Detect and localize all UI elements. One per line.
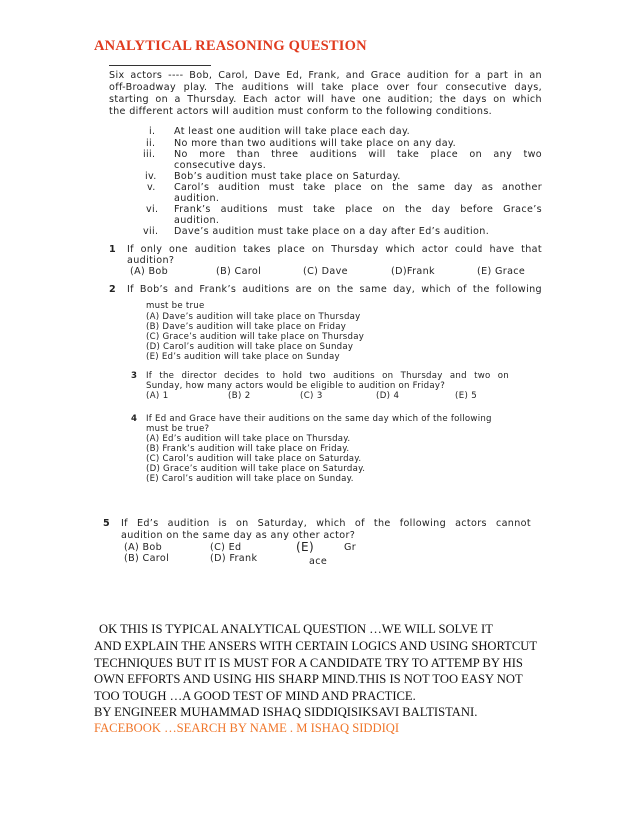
intro-line: off-Broadway play. The auditions will take place over four consecutive days, [109, 82, 542, 93]
answer-option: (B) Frank’s audition will take place on Friday. [146, 444, 350, 454]
condition-number: vi. [146, 204, 159, 215]
condition-text: Bob’s audition must take place on Saturday. [174, 171, 401, 182]
answer-option-fragment: ace [309, 556, 328, 567]
condition-text: No more than three auditions will take place on any two [174, 149, 542, 160]
answer-option: (E) [296, 540, 314, 554]
condition-number: vii. [143, 226, 159, 237]
footer-line: OK THIS IS TYPICAL ANALYTICAL QUESTION …WE WILL SOLVE IT [99, 622, 493, 636]
question-text: must be true? [146, 424, 210, 434]
answer-option: (D) Carol’s audition will take place on Sunday [146, 342, 354, 352]
intro-line: Six actors ---- Bob, Carol, Dave Ed, Frank, and Grace audition for a part in an [109, 70, 542, 81]
condition-text: audition. [174, 193, 220, 204]
question-number: 2 [109, 284, 117, 295]
answer-option: (E) Ed’s audition will take place on Sunday [146, 352, 340, 362]
condition-number: i. [149, 126, 156, 137]
answer-option: (D) Frank [210, 553, 258, 564]
footer-line: TECHNIQUES BUT IT IS MUST FOR A CANDIDATE TRY TO ATTEMP BY HIS [94, 656, 523, 670]
condition-text: Frank’s auditions must take place on the day before Grace’s [174, 204, 542, 215]
condition-text: consecutive days. [174, 160, 267, 171]
condition-text: Dave’s audition must take place on a day after Ed’s audition. [174, 226, 490, 237]
footer-line: TOO TOUGH …A GOOD TEST OF MIND AND PRACTICE. [94, 689, 416, 703]
answer-option: (D) Grace’s audition will take place on Saturday. [146, 464, 366, 474]
answer-option: (B) Carol [216, 266, 262, 277]
intro-line: starting on a Thursday. Each actor will have one audition; the days on which [109, 94, 542, 105]
answer-option-fragment: Gr [344, 542, 357, 553]
question-number: 4 [131, 414, 138, 424]
condition-text: Carol’s audition must take place on the same day as another [174, 182, 542, 193]
question-text: If the director decides to hold two auditions on Thursday and two on [146, 371, 509, 381]
title-underline [109, 65, 211, 66]
question-number: 3 [131, 371, 138, 381]
footer-line: BY ENGINEER MUHAMMAD ISHAQ SIDDIQISIKSAVI BALTISTANI. [94, 705, 478, 719]
condition-text: audition. [174, 215, 220, 226]
question-number: 1 [109, 244, 117, 255]
question-text: If Ed’s audition is on Saturday, which of the following actors cannot [121, 518, 531, 529]
answer-option: (A) Bob [130, 266, 169, 277]
question-text: must be true [146, 301, 205, 311]
facebook-line: FACEBOOK …SEARCH BY NAME . M ISHAQ SIDDIQI [94, 721, 400, 735]
answer-option: (C) 3 [300, 391, 323, 401]
answer-option: (A) 1 [146, 391, 169, 401]
answer-option: (C) Grace’s audition will take place on Thursday [146, 332, 365, 342]
footer-line: AND EXPLAIN THE ANSERS WITH CERTAIN LOGICS AND USING SHORTCUT [94, 639, 538, 653]
condition-number: v. [147, 182, 156, 193]
condition-number: iv. [145, 171, 157, 182]
question-text: Sunday, how many actors would be eligible to audition on Friday? [146, 381, 446, 391]
condition-text: No more than two auditions will take place on any day. [174, 138, 456, 149]
question-text: audition on the same day as any other actor? [121, 530, 356, 541]
answer-option: (A) Dave’s audition will take place on Thursday [146, 312, 361, 322]
condition-number: iii. [143, 149, 156, 160]
condition-text: At least one audition will take place each day. [174, 126, 411, 137]
answer-option: (D) 4 [376, 391, 400, 401]
answer-option: (B) 2 [228, 391, 251, 401]
answer-option: (E) Carol’s audition will take place on Sunday. [146, 474, 354, 484]
question-text: If only one audition takes place on Thursday which actor could have that [127, 244, 542, 255]
answer-option: (C) Ed [210, 542, 242, 553]
intro-line: the different actors will audition must conform to the following conditions. [109, 106, 493, 117]
answer-option: (A) Bob [124, 542, 163, 553]
footer-line: OWN EFFORTS AND USING HIS SHARP MIND.THIS IS NOT TOO EASY NOT [94, 672, 523, 686]
answer-option: (C) Carol’s audition will take place on Saturday. [146, 454, 362, 464]
page-title: ANALYTICAL REASONING QUESTION [94, 38, 367, 54]
answer-option: (D)Frank [391, 266, 435, 277]
answer-option: (E) 5 [455, 391, 478, 401]
answer-option: (C) Dave [303, 266, 348, 277]
condition-number: ii. [146, 138, 156, 149]
answer-option: (A) Ed’s audition will take place on Thursday. [146, 434, 351, 444]
question-number: 5 [103, 518, 111, 529]
question-text: If Bob’s and Frank’s auditions are on the same day, which of the following [127, 284, 542, 295]
answer-option: (B) Dave’s audition will take place on Friday [146, 322, 347, 332]
question-text: If Ed and Grace have their auditions on the same day which of the following [146, 414, 492, 424]
answer-option: (E) Grace [477, 266, 526, 277]
answer-option: (B) Carol [124, 553, 170, 564]
question-text: audition? [127, 255, 175, 266]
